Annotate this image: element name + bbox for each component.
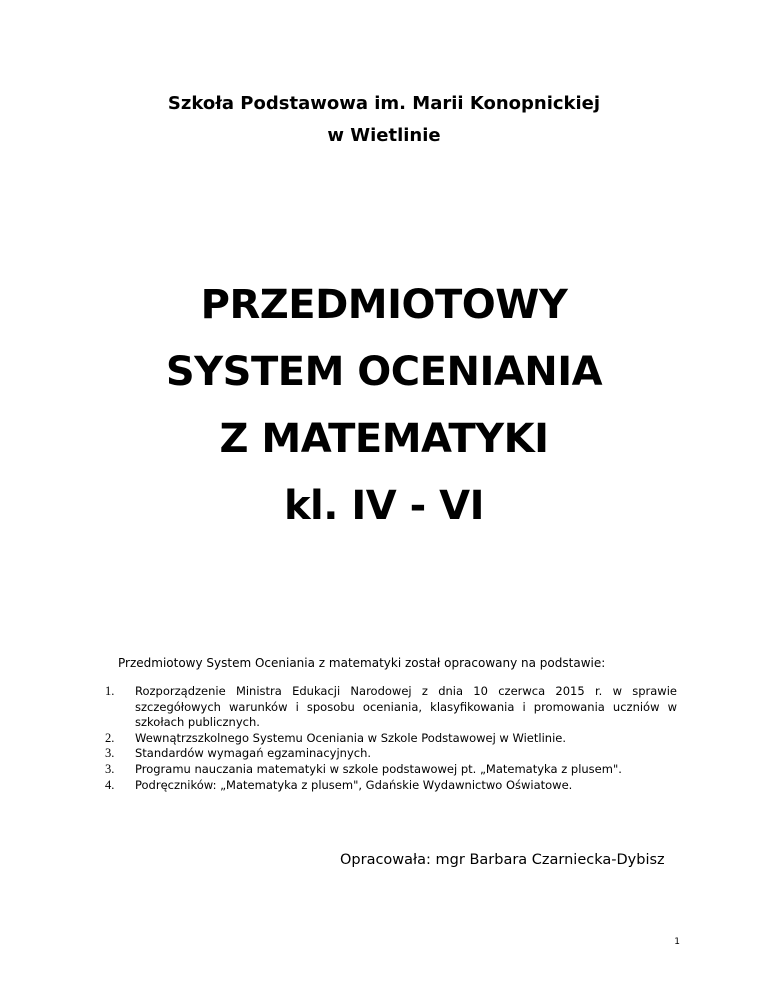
list-item-text: Programu nauczania matematyki w szkole podstawowej pt. „Matematyka z plusem". [135, 761, 622, 776]
title-line-1: PRZEDMIOTOWY [200, 282, 568, 328]
list-item-text: Podręczników: „Matematyka z plusem", Gdańskie Wydawnictwo Oświatowe. [135, 777, 573, 792]
school-name-line-1: Szkoła Podstawowa im. Marii Konopnickiej [167, 93, 601, 114]
title-line-4: kl. IV - VI [283, 483, 485, 529]
basis-intro: Przedmiotowy System Oceniania z matematyki został opracowany na podstawie: [118, 656, 606, 670]
list-item-text: Standardów wymagań egzaminacyjnych. [135, 746, 372, 761]
list-item-number: 3. [105, 746, 115, 761]
list-item [105, 684, 677, 731]
sources-list [105, 684, 677, 793]
list-item-number: 2. [105, 730, 115, 745]
list-item [105, 746, 677, 762]
title-line-3: Z MATEMATYKI [219, 416, 549, 462]
list-item-number: 3. [105, 761, 115, 776]
list-item-number: 4. [105, 777, 115, 792]
school-name-line-2: w Wietlinie [327, 125, 441, 146]
list-item [105, 731, 677, 747]
list-item-text: Wewnątrzszkolnego Systemu Oceniania w Szkole Podstawowej w Wietlinie. [135, 730, 566, 745]
author-credit: Opracowała: mgr Barbara Czarniecka-Dybisz [340, 852, 665, 868]
list-item-text: Rozporządzenie Ministra Edukacji Narodowej z dnia 10 czerwca 2015 r. w sprawie szczegółowych warunków i sposobu oceniania, klasyfikowania i promowania uczniów w szkołach publicznych. [135, 684, 677, 730]
document-title [0, 272, 768, 540]
list-item [105, 778, 677, 794]
list-item-number: 1. [105, 684, 115, 698]
title-line-2: SYSTEM OCENIANIA [165, 349, 603, 395]
list-item [105, 762, 677, 778]
page-number: 1 [674, 937, 680, 947]
school-name [0, 88, 768, 152]
